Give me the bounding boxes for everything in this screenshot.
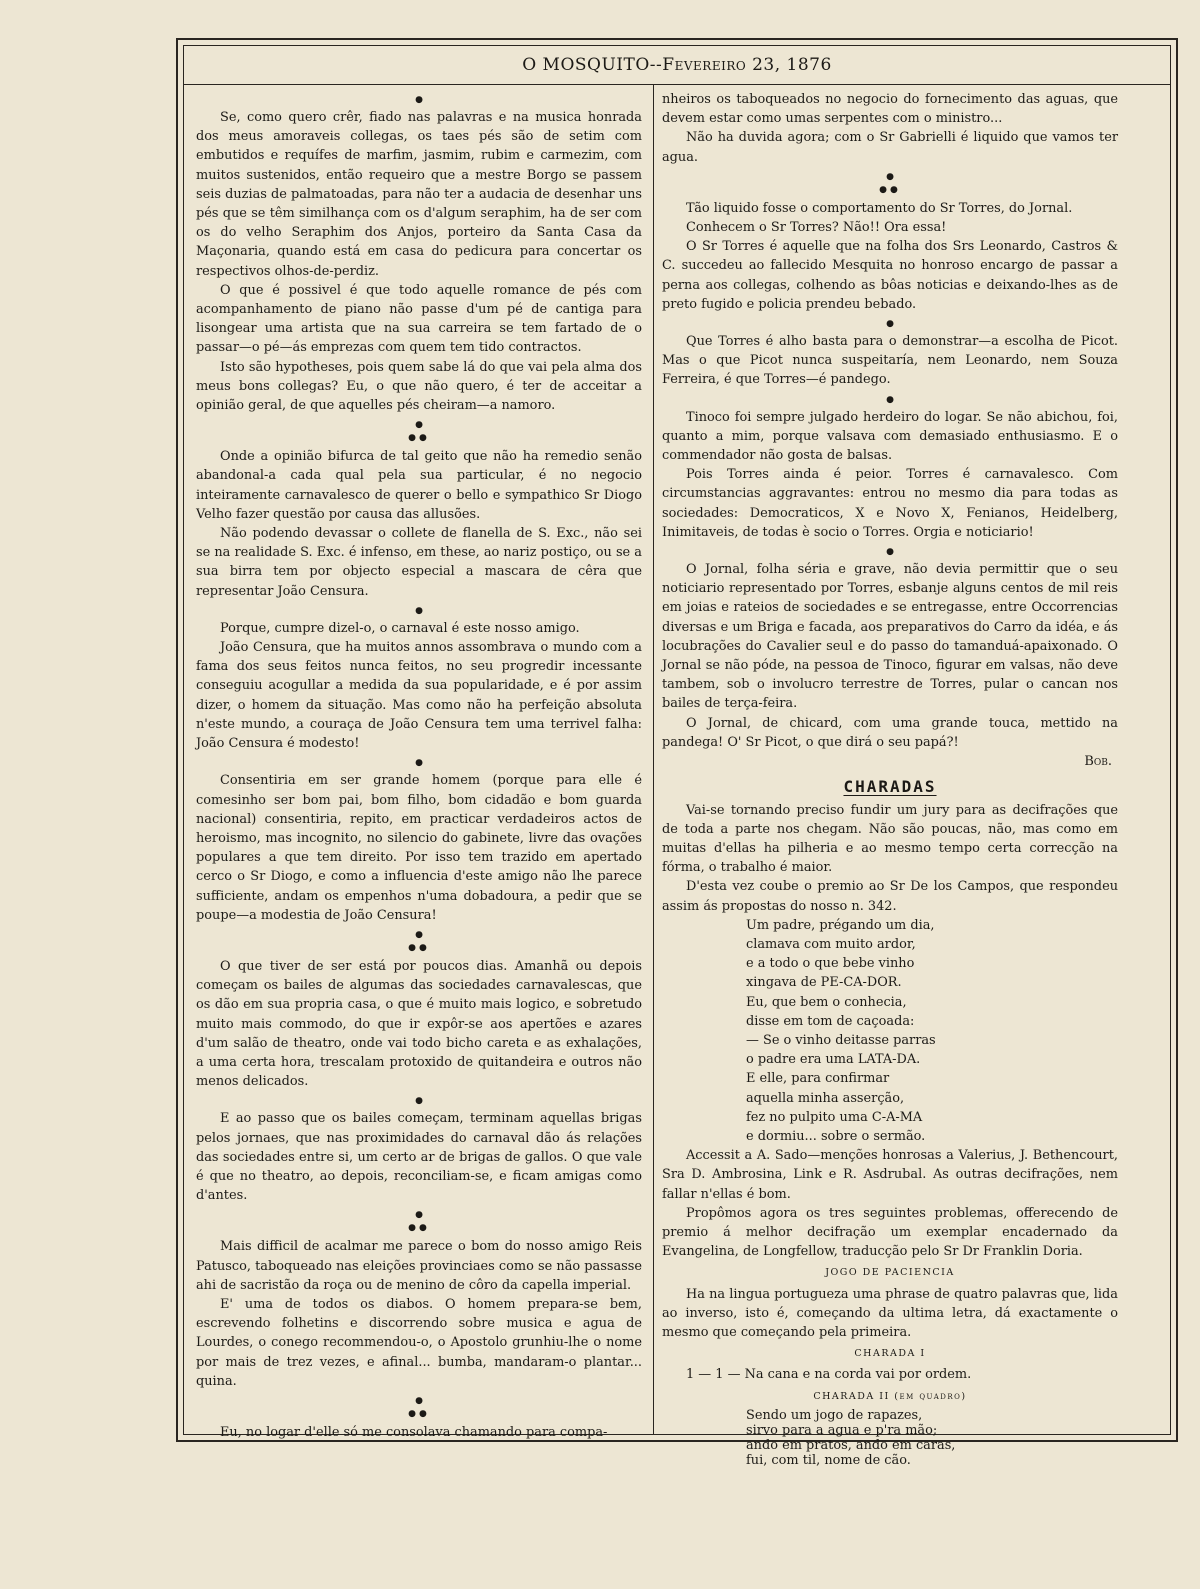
paragraph: Consentiria em ser grande homem (porque para elle é comesinho ser bom pai, bom filho, bom cidadão e bom guarda nacional) consentiria, repito, em practicar verdadeiros actos de heroismo, mas incognito, no silencio do gabinete, livre das ovações populares a que tem direito. Por isso tem trazido em apertado cerco o Sr Diogo, e como a influencia d'este amigo não lhe parece sufficiente, andam os empenhos n'uma dobadoura, a pedir que se poupe—a modestia de João Censura! xyxy=(196,773,642,923)
paragraph: Conhecem o Sr Torres? Não!! Ora essa! xyxy=(686,220,947,236)
signature: Bob. xyxy=(1084,754,1112,770)
paragraph: Isto são hypotheses, pois quem sabe lá do que vai pela alma dos meus bons collegas? Eu, o que não quero, é ter de acceitar a opinião geral, de que aquelles pés cheiram—a namoro. xyxy=(196,359,642,414)
verse-line: Eu, que bem o conhecia, xyxy=(746,994,907,1010)
page-inner-frame xyxy=(183,45,1171,1468)
page-frame xyxy=(176,38,1178,1468)
asterism: ● xyxy=(415,95,423,105)
paragraph: O Sr Torres é aquelle que na folha dos Srs Leonardo, Castros & C. succedeu ao fallecido Mesquita no honroso encargo de passar a perna aos collegas, colhendo as bôas noticias e deixando-lhes as de preto fugido e policia prendeu bebado. xyxy=(662,239,1118,312)
asterism: ●● xyxy=(408,1408,430,1419)
paragraph: nheiros os taboqueados no negocio do fornecimento das aguas, que devem estar como umas serpentes com o ministro... xyxy=(662,92,1118,127)
asterism: ● xyxy=(415,605,423,616)
paragraph: Se, como quero crêr, fiado nas palavras e na musica honrada dos meus amoraveis collegas, os taes pés são de setim com embutidos e requífes de marfim, jasmim, rubim e carmezim, com muitos sustenidos, então requeiro que a mestre Borgo se passem seis duzias de palmatoadas, para não ter a audacia de desenhar uns pés que se têm similhança com os d'algum seraphim, ha de ser com os do velho Seraphim dos Anjos, porteiro da Santa Casa da Maçonaria, quando está em casa do pedicura para concertar os respectivos olhos-de-perdiz. xyxy=(196,110,642,279)
asterism: ● xyxy=(886,319,894,330)
asterism: ●● xyxy=(879,184,901,195)
paragraph: Que Torres é alho basta para o demonstrar—a escolha de Picot. Mas o que Picot nunca suspeitaría, nem Leonardo, nem Souza Ferreira, é que Torres—é pandego. xyxy=(662,334,1118,388)
verse-line: clamava com muito ardor, xyxy=(746,936,916,952)
verse-line: aquella minha asserção, xyxy=(746,1090,905,1106)
paragraph: Onde a opinião bifurca de tal geito que não ha remedio senão abandonal-a cada qual pela sua particular, é no negocio inteiramente carnavalesco de querer o bello e sympathico Sr Diogo Velho fazer questão por causa das allusões. xyxy=(196,449,642,522)
paragraph: E ao passo que os bailes começam, terminam aquellas brigas pelos jornaes, que nas proximidades do carnaval dão ás relações das sociedades entre si, um certo ar de brigas de gallos. O que vale é que no theatro, ao depois, reconciliam-se, e ficam amigas como d'antes. xyxy=(196,1111,642,1204)
verse-line: xingava de PE-CA-DOR. xyxy=(746,975,902,991)
verse-line: o padre era uma LATA-DA. xyxy=(746,1052,921,1068)
right-column xyxy=(662,90,1118,1468)
subheading-charada-1: CHARADA I xyxy=(854,1348,926,1360)
asterism: ●● xyxy=(408,942,430,953)
verse-line: ando em pratos, ando em caras, xyxy=(746,1437,956,1453)
verse-line: e a todo o que bebe vinho xyxy=(746,956,915,972)
verse-block xyxy=(662,1408,1118,1468)
masthead xyxy=(184,46,1170,85)
verse-line: e dormiu... sobre o sermão. xyxy=(746,1128,926,1144)
asterism: ● xyxy=(415,1210,423,1221)
verse-line: E elle, para confirmar xyxy=(746,1071,890,1087)
charada-1-text: 1 — 1 — Na cana e na corda vai por ordem. xyxy=(686,1367,972,1383)
paragraph: O que tiver de ser está por poucos dias. Amanhã ou depois começam os bailes de algumas das sociedades carnavalescas, que os dão em sua propria casa, o que é muito mais logico, e sobretudo muito mais commodo, do que ir expôr-se aos apertões e azares d'um salão de theatro, onde vai todo bicho careta e as exhalações, a uma certa hora, trescalam protoxido de quitandeira e outros não menos delicados. xyxy=(196,958,642,1090)
asterism: ● xyxy=(415,1096,423,1107)
column-divider xyxy=(653,84,654,1434)
verse-line: Um padre, prégando um dia, xyxy=(746,917,935,933)
asterism: ● xyxy=(415,758,423,769)
verse-line: fez no pulpito uma C-A-MA xyxy=(746,1109,923,1125)
asterism: ● xyxy=(415,1395,423,1406)
section-title-charadas: CHARADAS xyxy=(843,777,937,797)
paragraph: Não podendo devassar o collete de flanella de S. Exc., não sei se na realidade S. Exc. é infenso, em these, ao nariz postiço, ou se a sua birra tem por objecto especial a mascara de cêra que representar João Censura. xyxy=(196,526,642,599)
verse-line: Sendo um jogo de rapazes, xyxy=(746,1407,923,1423)
paragraph: Propômos agora os tres seguintes problemas, offerecendo de premio á melhor decifração um exemplar encadernado da Evangelina, de Longfellow, traducção pelo Sr Dr Franklin Doria. xyxy=(662,1205,1118,1260)
masthead-date: Fevereiro 23, 1876 xyxy=(662,55,832,75)
subheading-jogo: JOGO DE PACIENCIA xyxy=(825,1267,955,1279)
verse-line: fui, com til, nome de cão. xyxy=(746,1452,911,1468)
verse-line: disse em tom de caçoada: xyxy=(746,1013,915,1029)
masthead-separator: -- xyxy=(649,55,663,75)
paragraph: Accessit a A. Sado—menções honrosas a Valerius, J. Bethencourt, Sra D. Ambrosina, Link e R. Asdrubal. As outras decifrações, nem fallar n'ellas é bom. xyxy=(662,1148,1118,1202)
asterism: ●● xyxy=(408,1223,430,1234)
verse-line: sirvo para a agua e p'ra mão; xyxy=(746,1422,938,1438)
paragraph: O que é possivel é que todo aquelle romance de pés com acompanhamento de piano não passe d'um pé de cantiga para lisongear uma artista que na sua carreira se tem fartado de o passar—o pé—ás emprezas com quem tem tido contractos. xyxy=(196,282,642,356)
asterism: ● xyxy=(886,394,894,405)
paragraph: Ha na lingua portugueza uma phrase de quatro palavras que, lida ao inverso, isto é, começando da ultima letra, dá exactamente o mesmo que começando pela primeira. xyxy=(662,1286,1118,1340)
paragraph: E' uma de todos os diabos. O homem prepara-se bem, escrevendo folhetins e discorrendo sobre musica e agua de Lourdes, o conego recommendou-o, o Apostolo grunhiu-lhe o nome por mais de trez vezes, e afinal... bumba, mandaram-o plantar... quina. xyxy=(196,1296,642,1389)
verse-line: — Se o vinho deitasse parras xyxy=(746,1032,936,1048)
paragraph: Pois Torres ainda é peior. Torres é carnavalesco. Com circumstancias aggravantes: entrou no mesmo dia para todas as sociedades: Democraticos, X e Novo X, Fenianos, Heidelberg, Inimitaveis, de todas è socio o Torres. Orgia e noticiario! xyxy=(662,467,1118,540)
left-column xyxy=(196,90,642,1440)
paragraph: Porque, cumpre dizel-o, o carnaval é este nosso amigo. xyxy=(220,620,580,636)
paragraph: Não ha duvida agora; com o Sr Gabrielli é liquido que vamos ter agua. xyxy=(662,130,1118,165)
paragraph: Tinoco foi sempre julgado herdeiro do logar. Se não abichou, foi, quanto a mim, porque valsava com demasiado enthusiasmo. E o commendador não gosta de balsas. xyxy=(662,409,1118,464)
asterism: ● xyxy=(415,929,423,940)
subheading-charada-2: CHARADA II (em quadro) xyxy=(813,1390,967,1402)
paragraph: D'esta vez coube o premio ao Sr De los Campos, que respondeu assim ás propostas do nosso n. 342. xyxy=(662,879,1118,914)
paragraph: Vai-se tornando preciso fundir um jury para as decifrações que de toda a parte nos chegam. Não são poucas, não, mas como em muitas d'ellas ha pilheria e ao mesmo tempo certa correcção na fórma, o trabalho é maior. xyxy=(662,802,1118,876)
asterism: ●● xyxy=(408,433,430,444)
paragraph: O Jornal, folha séria e grave, não devia permittir que o seu noticiario representado por Torres, esbanje alguns centos de mil reis em joias e rateios de sociedades e se entregasse, entre Occorrencias diversas e um Briga e facada, aos preparativos do Carro da idéa, e ás locubrações do Cavalier seul e do passo do tamanduá-apaixonado. O Jornal se não póde, na pessoa de Tinoco, figurar em valsas, não deve tambem, sob o involucro terrestre de Torres, pular o cancan nos bailes de terça-feira. xyxy=(662,562,1118,712)
paragraph: Eu, no logar d'elle só me consolava chamando para compa- xyxy=(220,1424,608,1440)
asterism: ● xyxy=(415,420,423,431)
asterism: ● xyxy=(886,547,894,558)
paragraph: João Censura, que ha muitos annos assombrava o mundo com a fama dos seus feitos nunca feitos, no seu progredir incessante conseguiu acogullar a medida da sua popularidade, e é por assim dizer, o homem da situação. Mas como não ha perfeição absoluta n'este mundo, a couraça de João Censura tem uma terrivel falha: João Censura é modesto! xyxy=(196,640,642,752)
verse-block xyxy=(662,916,1118,1146)
paragraph: Mais difficil de acalmar me parece o bom do nosso amigo Reis Patusco, taboqueado nas eleições provinciaes como se não passasse ahi de sacristão da roça ou de menino de côro da capella imperial. xyxy=(196,1239,642,1293)
paragraph: Tão liquido fosse o comportamento do Sr Torres, do Jornal. xyxy=(686,200,1073,216)
masthead-title: O MOSQUITO xyxy=(522,55,650,75)
paragraph: O Jornal, de chicard, com uma grande touca, mettido na pandega! O' Sr Picot, o que dirá o seu papá?! xyxy=(662,715,1118,750)
asterism: ● xyxy=(886,171,894,182)
